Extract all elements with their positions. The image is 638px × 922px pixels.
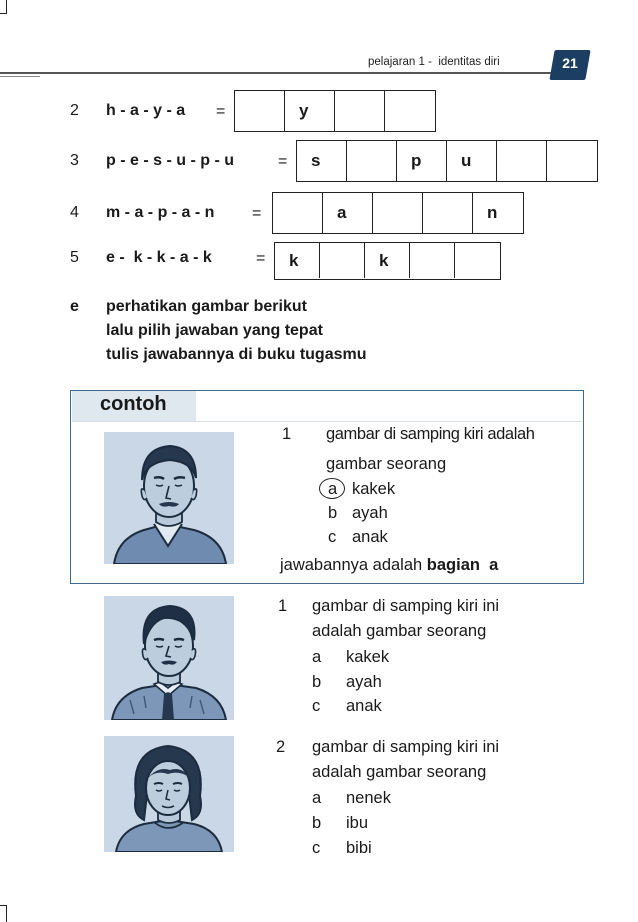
question-text: gambar di samping kiri ini [312, 738, 500, 756]
letter-box: k [275, 243, 320, 278]
answer-boxes [296, 140, 598, 182]
letter-box: n [487, 203, 498, 222]
puzzle-row [0, 242, 638, 282]
puzzle-number: 5 [70, 249, 79, 266]
option-text: nenek [346, 789, 391, 807]
chapter-title: pelajaran 1 - identitas diri [368, 56, 500, 68]
crop-mark-top [0, 0, 7, 14]
option-letter: a [312, 789, 322, 807]
option-text: kakek [352, 480, 396, 498]
letter-box: y [285, 91, 335, 131]
puzzle-row [0, 90, 638, 130]
question-number: 2 [276, 738, 286, 756]
letter-box: k [365, 243, 410, 278]
puzzle-row [0, 140, 638, 180]
option-letter: b [328, 504, 338, 522]
letter-box [347, 141, 397, 181]
answer-boxes [234, 90, 436, 132]
father-icon [104, 596, 234, 720]
option-letter: c [312, 697, 321, 715]
equals-sign: = [216, 103, 226, 120]
option-text: anak [346, 697, 382, 715]
letter-box: p [397, 141, 447, 181]
letter-box [235, 91, 285, 131]
example-rule [72, 421, 582, 422]
question-number: 1 [282, 425, 292, 443]
option-text: ibu [346, 814, 369, 832]
puzzle-word: h - a - y - a [106, 102, 186, 119]
woman-icon [104, 736, 234, 852]
option-text: ayah [346, 673, 382, 691]
instruction-line: lalu pilih jawaban yang tepat [106, 322, 323, 339]
option-text: ayah [352, 504, 388, 522]
option-letter: b [312, 814, 322, 832]
option-text: kakek [346, 648, 390, 666]
option-letter: a [328, 480, 338, 498]
question-text: adalah gambar seorang [312, 622, 487, 640]
answer-line [280, 556, 498, 575]
equals-sign: = [252, 205, 262, 222]
puzzle-number: 2 [70, 102, 79, 119]
option-text: bibi [346, 839, 372, 857]
puzzle-number: 3 [70, 152, 79, 169]
letter-box [423, 193, 473, 233]
puzzle-row [0, 192, 638, 232]
answer-boxes [274, 242, 501, 280]
letter-box: s [297, 141, 347, 181]
section-letter: e [70, 298, 79, 315]
question-number: 1 [278, 597, 288, 615]
option-letter: c [312, 839, 321, 857]
option-letter: a [312, 648, 322, 666]
answer-boxes [272, 192, 524, 234]
header-rule-short [0, 76, 40, 77]
puzzle-word: p - e - s - u - p - u [106, 152, 234, 169]
example-label: contoh [100, 393, 167, 415]
equals-sign: = [278, 153, 288, 170]
letter-box [455, 243, 500, 278]
old-man-icon [104, 432, 234, 564]
letter-box: a [323, 193, 373, 233]
option-letter: c [328, 528, 337, 546]
letter-box [373, 193, 423, 233]
crop-mark-bottom [0, 905, 7, 922]
instruction-line: tulis jawabannya di buku tugasmu [106, 346, 367, 363]
equals-sign: = [256, 250, 266, 267]
answer-prefix: jawabannya adalah [280, 556, 427, 574]
letter-box: u [447, 141, 497, 181]
letter-box [410, 243, 455, 278]
instruction-line: perhatikan gambar berikut [106, 298, 307, 315]
letter-box [335, 91, 385, 131]
letter-box [320, 243, 365, 278]
puzzle-word: e - k - k - a - k [106, 249, 212, 266]
option-letter: b [312, 673, 322, 691]
question-text: gambar di samping kiri adalah [326, 425, 535, 443]
header-rule [0, 72, 560, 74]
question-text: adalah gambar seorang [312, 763, 487, 781]
page-number: 21 [562, 55, 578, 71]
question-text: gambar di samping kiri ini [312, 597, 500, 615]
option-text: anak [352, 528, 388, 546]
letter-box [547, 141, 597, 181]
letter-box [273, 193, 323, 233]
puzzle-word: m - a - p - a - n [106, 204, 215, 221]
question-text: gambar seorang [326, 455, 447, 473]
puzzle-number: 4 [70, 204, 79, 221]
letter-box [497, 141, 547, 181]
letter-box [385, 91, 435, 131]
answer-value: bagian a [426, 556, 499, 574]
